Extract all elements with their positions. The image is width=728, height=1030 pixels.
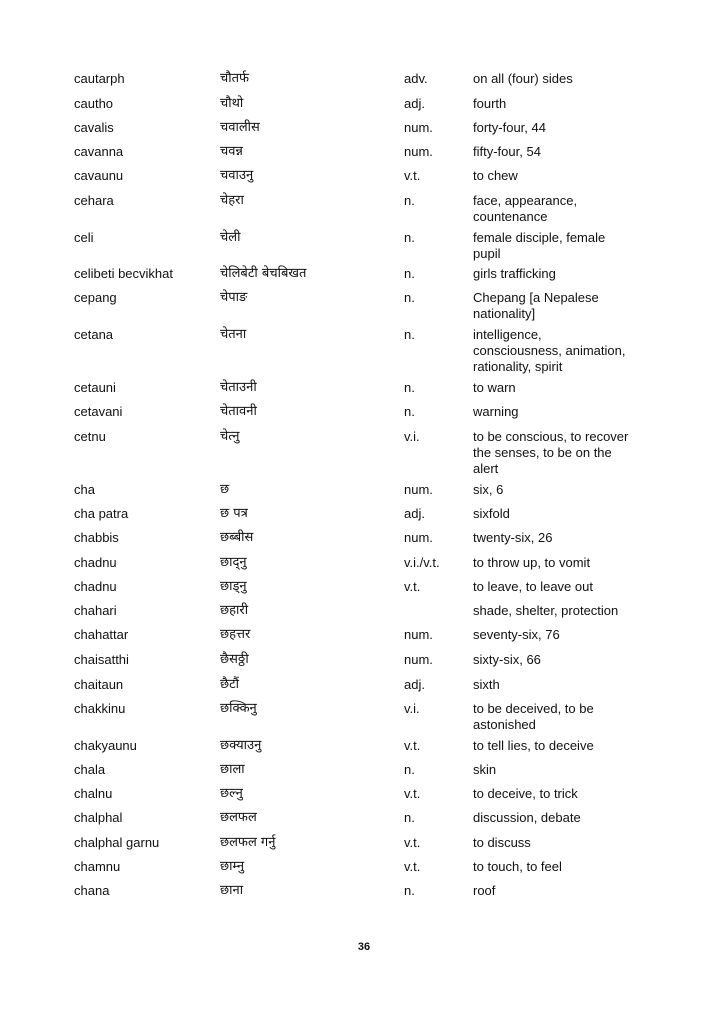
definition-line: astonished (473, 717, 536, 732)
definition-line: pupil (473, 246, 501, 261)
entry-devanagari: छक्याउनु (220, 738, 262, 753)
entry-definition (473, 701, 658, 733)
entry-part-of-speech: n. (404, 327, 415, 342)
entry-devanagari: छाड्नु (220, 579, 247, 594)
definition-line: shade, shelter, protection (473, 603, 619, 618)
entry-part-of-speech: v.t. (404, 579, 421, 594)
definition-line: consciousness, animation, (473, 343, 626, 358)
definition-line: to chew (473, 168, 518, 183)
entry-part-of-speech: n. (404, 380, 415, 395)
entry-definition (473, 810, 658, 826)
entry-part-of-speech: v.i. (404, 429, 420, 444)
definition-line: female disciple, female (473, 230, 606, 245)
entry-part-of-speech: num. (404, 530, 433, 545)
entry-devanagari: छल्नु (220, 786, 243, 801)
entry-definition (473, 482, 658, 498)
definition-line: girls trafficking (473, 266, 556, 281)
entry-devanagari: छहत्तर (220, 627, 251, 642)
entry-definition (473, 738, 658, 754)
entry-devanagari: छक्किनु (220, 701, 257, 716)
entry-part-of-speech: v.i./v.t. (404, 555, 440, 570)
entry-devanagari: चेताउनी (220, 380, 257, 395)
entry-definition (473, 555, 658, 571)
entry-romanized: chahari (74, 603, 117, 618)
definition-line: six, 6 (473, 482, 504, 497)
definition-line: discussion, debate (473, 810, 581, 825)
definition-line: to warn (473, 380, 516, 395)
definition-line: alert (473, 461, 499, 476)
entry-part-of-speech: num. (404, 144, 433, 159)
entry-definition (473, 859, 658, 875)
definition-line: on all (four) sides (473, 71, 573, 86)
entry-devanagari: चेतावनी (220, 404, 257, 419)
definition-line: to be conscious, to recover (473, 429, 629, 444)
entry-romanized: chamnu (74, 859, 121, 874)
entry-definition (473, 327, 658, 375)
entry-definition (473, 786, 658, 802)
entry-romanized: cavalis (74, 120, 114, 135)
entry-romanized: cavaunu (74, 168, 124, 183)
definition-line: fifty-four, 54 (473, 144, 541, 159)
entry-definition (473, 96, 658, 112)
definition-line: the senses, to be on the (473, 445, 612, 460)
entry-romanized: cha patra (74, 506, 129, 521)
entry-romanized: chadnu (74, 579, 117, 594)
entry-devanagari: छलफल (220, 810, 257, 825)
entry-devanagari: चौतर्फ (220, 71, 250, 86)
entry-devanagari: चौथो (220, 96, 244, 111)
definition-line: intelligence, (473, 327, 542, 342)
entry-romanized: celi (74, 230, 94, 245)
entry-part-of-speech: adj. (404, 506, 425, 521)
definition-line: to discuss (473, 835, 531, 850)
entry-part-of-speech: n. (404, 266, 415, 281)
definition-line: rationality, spirit (473, 359, 563, 374)
entry-devanagari: चेपाङ (220, 290, 248, 305)
entry-definition (473, 290, 658, 322)
entry-romanized: chala (74, 762, 106, 777)
entry-definition (473, 677, 658, 693)
entry-part-of-speech: n. (404, 883, 415, 898)
entry-romanized: cavanna (74, 144, 124, 159)
entry-romanized: cetana (74, 327, 114, 342)
entry-devanagari: चवन्न (220, 144, 243, 159)
entry-devanagari: चेहरा (220, 193, 244, 208)
entry-romanized: cha (74, 482, 95, 497)
definition-line: sixty-six, 66 (473, 652, 541, 667)
entry-devanagari: छहारी (220, 603, 249, 618)
entry-definition (473, 168, 658, 184)
definition-line: countenance (473, 209, 548, 224)
entry-definition (473, 144, 658, 160)
entry-romanized: cetauni (74, 380, 116, 395)
definition-line: roof (473, 883, 496, 898)
entry-devanagari: चेत्नु (220, 429, 240, 444)
definition-line: to leave, to leave out (473, 579, 593, 594)
entry-devanagari: छलफल गर्नु (220, 835, 276, 850)
entry-definition (473, 603, 658, 619)
page-number: 36 (357, 941, 371, 953)
definition-line: warning (473, 404, 519, 419)
entry-devanagari: चेतना (220, 327, 247, 342)
entry-romanized: chana (74, 883, 110, 898)
definition-line: to be deceived, to be (473, 701, 594, 716)
entry-devanagari: छैटौं (220, 677, 240, 692)
entry-definition (473, 762, 658, 778)
entry-part-of-speech: adj. (404, 677, 425, 692)
entry-definition (473, 883, 658, 899)
entry-definition (473, 71, 658, 87)
entry-part-of-speech: v.t. (404, 859, 421, 874)
entry-devanagari: छ (220, 482, 230, 497)
entry-part-of-speech: num. (404, 627, 433, 642)
entry-part-of-speech: num. (404, 652, 433, 667)
entry-definition (473, 193, 658, 225)
entry-definition (473, 627, 658, 643)
definition-line: to throw up, to vomit (473, 555, 591, 570)
entry-definition (473, 380, 658, 396)
entry-devanagari: चेलिबेटी बेचबिखत (220, 266, 307, 281)
entry-romanized: chahattar (74, 627, 129, 642)
entry-part-of-speech: n. (404, 230, 415, 245)
entry-part-of-speech: n. (404, 404, 415, 419)
entry-part-of-speech: n. (404, 762, 415, 777)
definition-line: Chepang [a Nepalese (473, 290, 599, 305)
entry-romanized: cehara (74, 193, 114, 208)
entry-part-of-speech: v.t. (404, 168, 421, 183)
definition-line: to touch, to feel (473, 859, 562, 874)
entry-romanized: cautarph (74, 71, 125, 86)
entry-romanized: chalphal garnu (74, 835, 160, 850)
entry-romanized: chakkinu (74, 701, 126, 716)
entry-devanagari: छब्बीस (220, 530, 254, 545)
entry-definition (473, 230, 658, 262)
entry-devanagari: छ पत्र (220, 506, 248, 521)
definition-line: sixfold (473, 506, 510, 521)
definition-line: sixth (473, 677, 500, 692)
entry-part-of-speech: n. (404, 193, 415, 208)
entry-devanagari: छाम्नु (220, 859, 245, 874)
entry-romanized: cautho (74, 96, 114, 111)
entry-romanized: cetnu (74, 429, 106, 444)
entry-romanized: cepang (74, 290, 117, 305)
entry-definition (473, 506, 658, 522)
entry-romanized: chabbis (74, 530, 119, 545)
definition-line: skin (473, 762, 497, 777)
entry-devanagari: छाला (220, 762, 245, 777)
entry-devanagari: चेली (220, 230, 241, 245)
entry-romanized: celibeti becvikhat (74, 266, 173, 281)
definition-line: to deceive, to trick (473, 786, 578, 801)
definition-line: forty-four, 44 (473, 120, 546, 135)
entry-part-of-speech: adj. (404, 96, 425, 111)
entry-romanized: chaitaun (74, 677, 124, 692)
entry-romanized: cetavani (74, 404, 123, 419)
entry-devanagari: छैसठ्ठी (220, 652, 249, 667)
entry-definition (473, 835, 658, 851)
entry-part-of-speech: num. (404, 482, 433, 497)
definition-line: seventy-six, 76 (473, 627, 560, 642)
definition-line: fourth (473, 96, 507, 111)
definition-line: face, appearance, (473, 193, 578, 208)
entry-devanagari: चवालीस (220, 120, 260, 135)
entry-part-of-speech: v.t. (404, 738, 421, 753)
definition-line: to tell lies, to deceive (473, 738, 594, 753)
entry-romanized: chadnu (74, 555, 117, 570)
entry-definition (473, 266, 658, 282)
entry-part-of-speech: v.t. (404, 786, 421, 801)
entry-part-of-speech: n. (404, 290, 415, 305)
entry-definition (473, 120, 658, 136)
entry-part-of-speech: n. (404, 810, 415, 825)
entry-part-of-speech: num. (404, 120, 433, 135)
entry-devanagari: चवाउनु (220, 168, 254, 183)
entry-definition (473, 579, 658, 595)
entry-romanized: chakyaunu (74, 738, 137, 753)
entry-definition (473, 429, 658, 477)
entry-part-of-speech: v.t. (404, 835, 421, 850)
entry-devanagari: छाना (220, 883, 244, 898)
definition-line: nationality] (473, 306, 536, 321)
entry-part-of-speech: adv. (404, 71, 428, 86)
entry-definition (473, 652, 658, 668)
entry-devanagari: छाद्नु (220, 555, 247, 570)
entry-part-of-speech: v.i. (404, 701, 420, 716)
entry-romanized: chaisatthi (74, 652, 129, 667)
entry-romanized: chalnu (74, 786, 113, 801)
entry-romanized: chalphal (74, 810, 123, 825)
definition-line: twenty-six, 26 (473, 530, 553, 545)
entry-definition (473, 530, 658, 546)
entry-definition (473, 404, 658, 420)
